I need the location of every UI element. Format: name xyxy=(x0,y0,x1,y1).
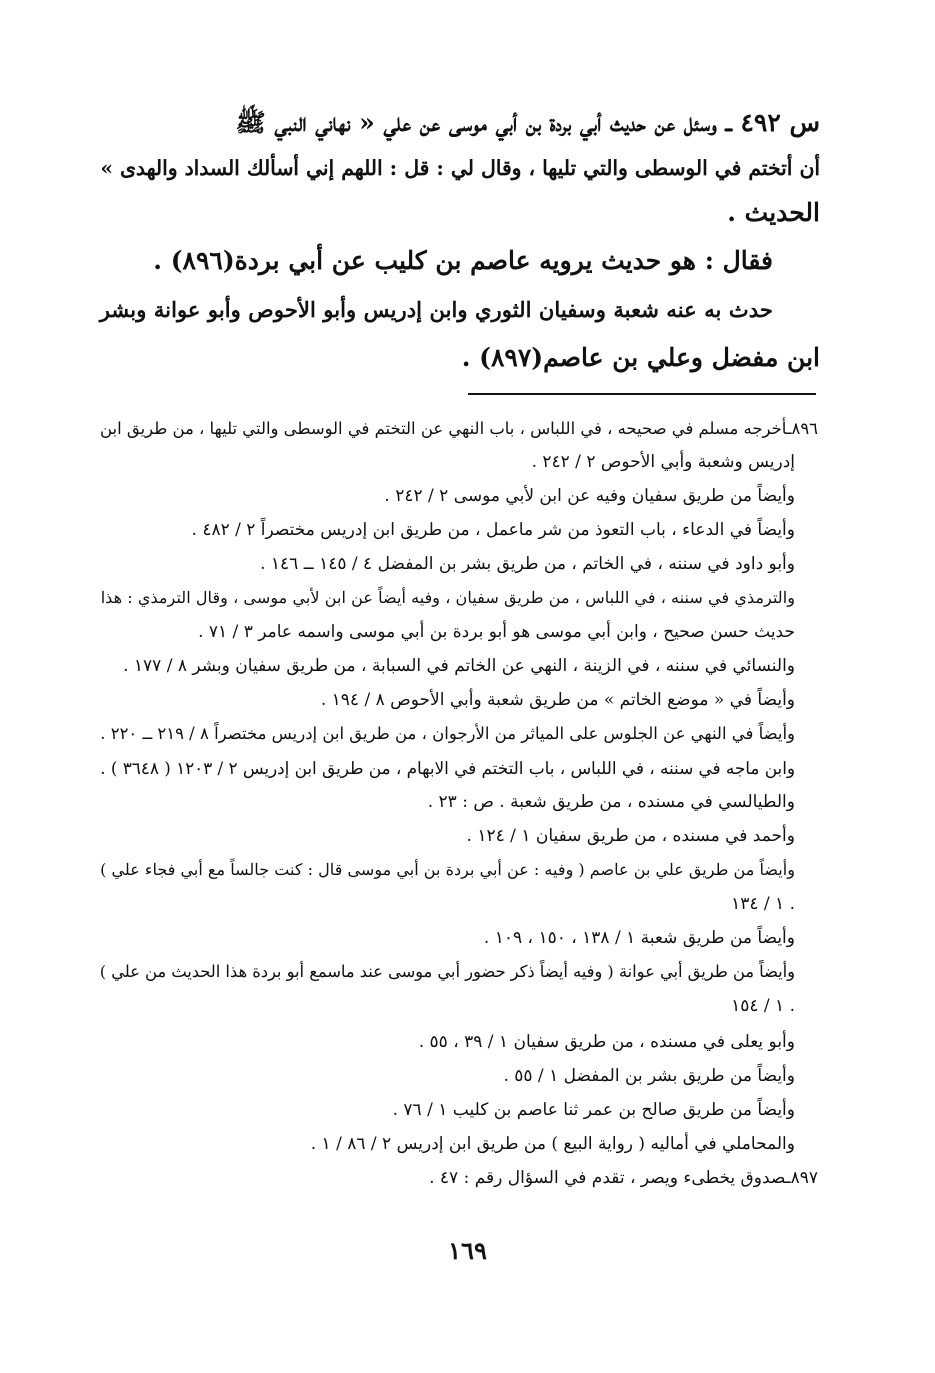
footnote-line: وأيضاً من طريق أبي عوانة ( وفيه أيضاً ذكر حضور أبي موسى عند ماسمع أبو بردة هذا الحديث من علي ) xyxy=(99,962,795,981)
footnote-line: وأيضاً من طريق صالح بن عمر ثنا عاصم بن كليب ١ / ٧٦ . xyxy=(392,1100,795,1120)
footnote-line: والترمذي في سننه ، في اللباس ، من طريق سفيان ، وفيه أيضاً عن ابن لأبي موسى ، وقال الترمذي : هذا xyxy=(100,588,795,607)
footnote-line: والطيالسي في مسنده ، من طريق شعبة . ص : ٢٣ . xyxy=(427,792,795,812)
footnote-line: والمحاملي في أماليه ( رواية البيع ) من طريق ابن إدريس ٢ / ٨٦ / ١ . xyxy=(310,1134,795,1154)
question-line-1: س ٤٩٢ ــ وسئل عن حديث أبي بردة بن أبي موسى عن علي « نهاني النبي ﷺ xyxy=(235,108,820,137)
question-line-3: الحديث . xyxy=(727,198,820,227)
footnote-line: وأبو داود في سننه ، في الخاتم ، من طريق بشر بن المفضل ٤ / ١٤٥ ــ ١٤٦ . xyxy=(260,554,795,574)
footnote-line: وأيضاً من طريق شعبة ١ / ١٣٨ ، ١٥٠ ، ١٠٩ . xyxy=(483,928,795,948)
answer-line-1: فقال : هو حديث يرويه عاصم بن كليب عن أبي بردة(٨٩٦) . xyxy=(153,246,773,275)
footnote-line: وأيضاً من طريق سفيان وفيه عن ابن لأبي موسى ٢ / ٢٤٢ . xyxy=(384,486,795,506)
footnote-line: ١ / ١٥٤ . xyxy=(731,996,795,1016)
footnote-line: وابن ماجه في سننه ، في اللباس ، باب التختم في الابهام ، من طريق ابن إدريس ٢ / ١٢٠٣ ( ٣٦٤٨ ) . xyxy=(100,758,795,778)
footnote-line: ١ / ١٣٤ . xyxy=(731,894,795,914)
footnote-line: وأبو يعلى في مسنده ، من طريق سفيان ١ / ٣٩ ، ٥٥ . xyxy=(418,1032,795,1052)
footnote-line: إدريس وشعبة وأبي الأحوص ٢ / ٢٤٢ . xyxy=(531,452,795,472)
footnote-line: وأحمد في مسنده ، من طريق سفيان ١ / ١٢٤ . xyxy=(466,826,795,846)
footnote-line: وأيضاً من طريق بشر بن المفضل ١ / ٥٥ . xyxy=(503,1066,795,1086)
footnote-line: ٨٩٧ـصدوق يخطىء ويصر ، تقدم في السؤال رقم : ٤٧ . xyxy=(429,1168,818,1188)
footnote-line: وأيضاً من طريق علي بن عاصم ( وفيه : عن أبي بردة بن أبي موسى قال : كنت جالساً مع أبي فجاء علي ) xyxy=(100,860,795,879)
answer-line-3: ابن مفضل وعلي بن عاصم(٨٩٧) . xyxy=(461,343,820,372)
footnote-line: حديث حسن صحيح ، وابن أبي موسى هو أبو بردة بن أبي موسى واسمه عامر ٣ / ٧١ . xyxy=(198,622,795,642)
footnote-line: وأيضاً في « موضع الخاتم » من طريق شعبة وأبي الأحوص ٨ / ١٩٤ . xyxy=(320,690,795,710)
footnote-line: والنسائي في سننه ، في الزينة ، النهي عن الخاتم في السبابة ، من طريق سفيان وبشر ٨ / ١٧٧ . xyxy=(123,656,795,676)
answer-line-2: حدث به عنه شعبة وسفيان الثوري وابن إدريس وأبو الأحوص وأبو عوانة وبشر xyxy=(99,297,773,322)
footnote-separator xyxy=(468,393,816,395)
footnote-line: وأيضاً في الدعاء ، باب التعوذ من شر ماعمل ، من طريق ابن إدريس مختصراً ٢ / ٤٨٢ . xyxy=(191,520,795,540)
page-number: ١٦٩ xyxy=(448,1236,487,1265)
question-line-2: أن أتختم في الوسطى والتي تليها ، وقال لي : قل : اللهم إني أسألك السداد والهدى » xyxy=(100,156,820,180)
footnote-line: وأيضاً في النهي عن الجلوس على المياثر من الأرجوان ، من طريق ابن إدريس مختصراً ٨ / ٢١٩ ــ ٢٢٠ . xyxy=(100,724,795,743)
footnote-line: ٨٩٦ـأخرجه مسلم في صحيحه ، في اللباس ، باب النهي عن التختم في الوسطى والتي تليها ، من طريق ابن xyxy=(100,419,818,438)
